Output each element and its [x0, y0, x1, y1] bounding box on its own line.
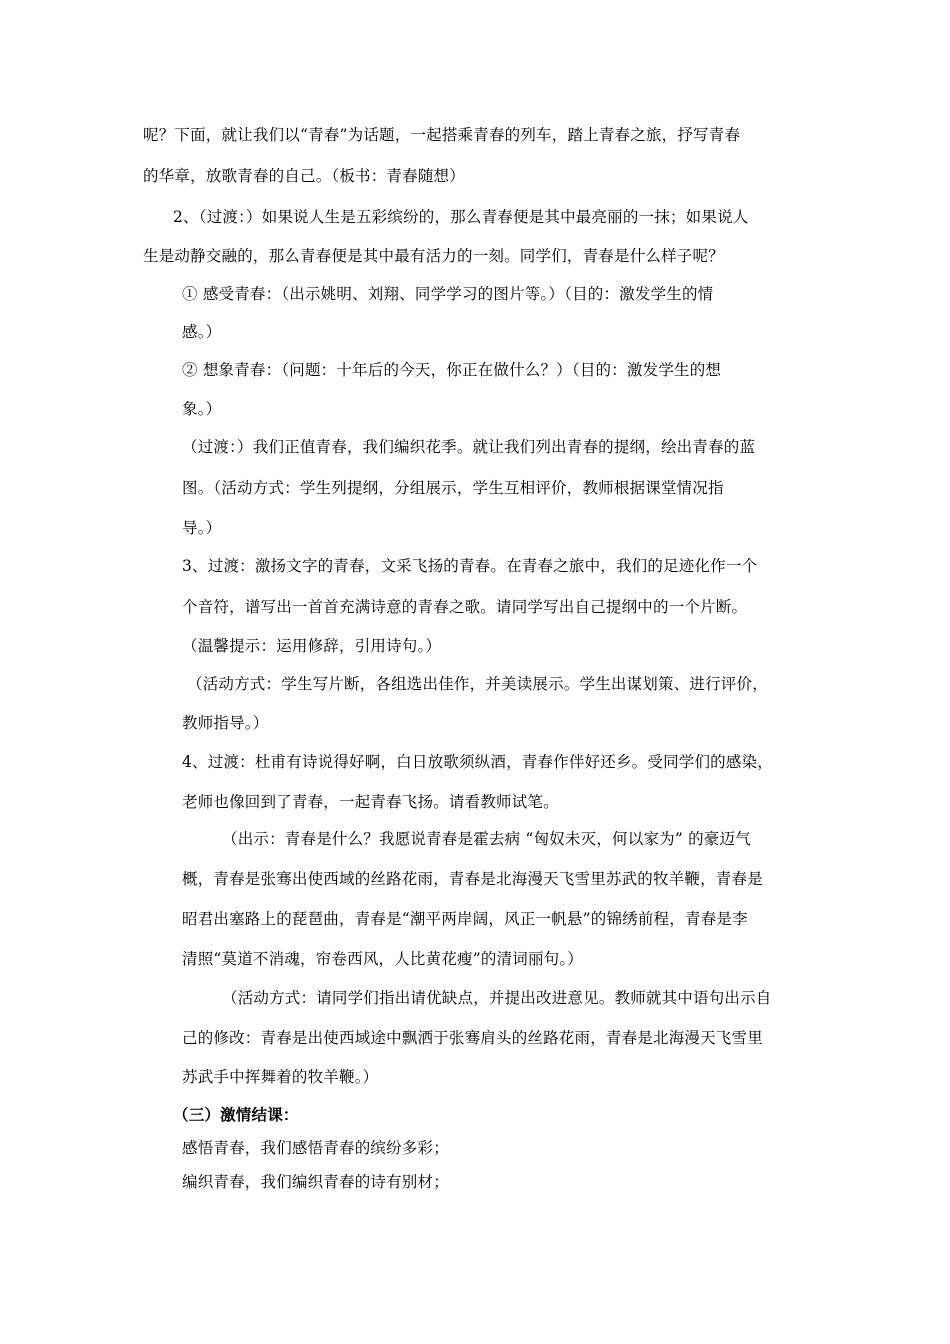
text-line: ① 感受青春：（出示姚明、刘翔、同学学习的图片等。）（目的：激发学生的情 — [182, 285, 714, 303]
text-line: 生是动静交融的，那么青春便是其中最有活力的一刻。同学们，青春是什么样子呢？ — [143, 247, 724, 265]
text-line: 昭君出塞路上的琵琶曲，青春是“潮平两岸阔，风正一帆悬”的锦绣前程，青春是李 — [182, 910, 748, 928]
text-line: （温馨提示：运用修辞，引用诗句。） — [182, 637, 442, 655]
text-line: （过渡：）我们正值青春，我们编织花季。就让我们列出青春的提纲，绘出青春的蓝 — [182, 438, 756, 456]
text-line: ② 想象青春：（问题：十年后的今天，你正在做什么？）（目的：激发学生的想 — [182, 361, 722, 379]
text-line: 3、过渡：激扬文字的青春，文采飞扬的青春。在青春之旅中，我们的足迹化作一个 — [182, 557, 758, 575]
text-line: 教师指导。） — [182, 714, 269, 732]
text-line: （出示：青春是什么？我愿说青春是霍去病 “匈奴未灭，何以家为” 的豪迈气 — [222, 830, 751, 848]
text-line: 苏武手中挥舞着的牧羊鞭。） — [182, 1068, 379, 1086]
text-line: 呢？下面，就让我们以“青春”为话题，一起搭乘青春的列车，踏上青春之旅，抒写青春 — [143, 126, 741, 144]
text-line: 概，青春是张骞出使西域的丝路花雨，青春是北海漫天飞雪里苏武的牧羊鞭，青春是 — [182, 870, 763, 888]
text-line: 2、（过渡：）如果说人生是五彩缤纷的，那么青春便是其中最亮丽的一抹；如果说人 — [173, 208, 749, 226]
text-line: 象。） — [182, 400, 222, 418]
section-heading: （三）激情结课： — [173, 1105, 299, 1124]
text-line: 图。（活动方式：学生列提纲，分组展示，学生互相评价，教师根据课堂情况指 — [182, 479, 724, 497]
text-line: 老师也像回到了青春，一起青春飞扬。请看教师试笔。 — [182, 793, 559, 811]
text-line: 的华章，放歌青春的自己。（板书：青春随想） — [143, 167, 465, 185]
text-line: 4、过渡：杜甫有诗说得好啊，白日放歌须纵酒，青春作伴好还乡。受同学们的感染， — [182, 753, 773, 771]
text-line: 导。） — [182, 519, 222, 537]
text-line: 感。） — [182, 323, 222, 341]
text-line: 个音符，谱写出一首首充满诗意的青春之歌。请同学写出自己提纲中的一个片断。 — [182, 598, 748, 616]
text-line: 己的修改：青春是出使西域途中飘洒于张骞肩头的丝路花雨，青春是北海漫天飞雪里 — [182, 1029, 763, 1047]
text-line: 编织青春，我们编织青春的诗有别材； — [182, 1173, 449, 1191]
text-line: （活动方式：请同学们指出请优缺点，并提出改进意见。教师就其中语句出示自 — [222, 989, 772, 1007]
text-line: （活动方式：学生写片断，各组选出佳作，并美读展示。学生出谋划策、进行评价， — [187, 675, 768, 693]
text-line: 感悟青春，我们感悟青春的缤纷多彩； — [182, 1139, 449, 1157]
text-line: 清照“莫道不消魂，帘卷西风，人比黄花瘦”的清词丽句。） — [182, 950, 583, 968]
